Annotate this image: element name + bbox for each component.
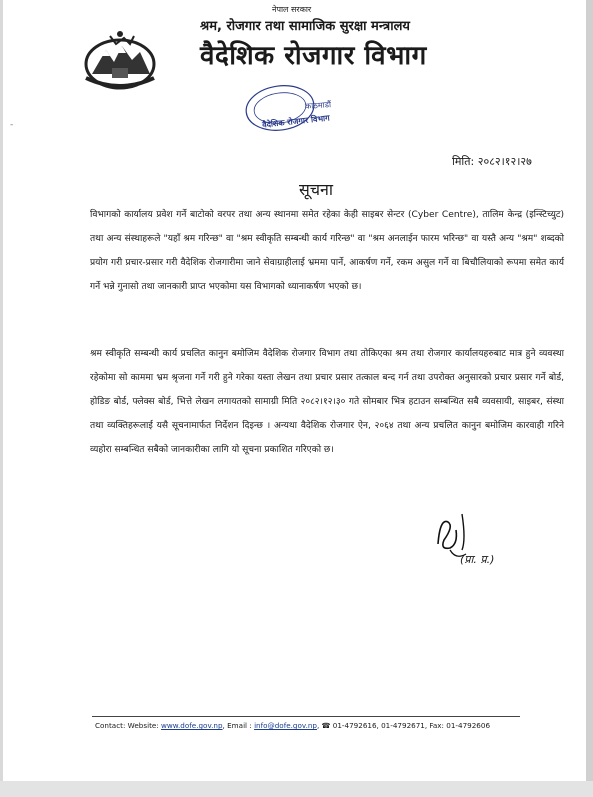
margin-mark: - xyxy=(10,120,14,130)
footer-phone: , ☎ 01-4792616, 01-4792671, Fax: 01-4792606 xyxy=(316,721,491,730)
ministry-name: श्रम, रोजगार तथा सामाजिक सुरक्षा मन्त्रालय xyxy=(200,19,410,34)
page-edge-left xyxy=(0,0,3,797)
page-bottom-margin xyxy=(0,781,593,797)
email-link[interactable]: info@dofe.gov.np xyxy=(254,721,317,730)
website-link[interactable]: www.dofe.gov.np xyxy=(161,721,223,730)
government-name: नेपाल सरकार xyxy=(272,5,312,14)
notice-date: मिति: २०८२।१२।२७ xyxy=(452,155,532,168)
footer-contact xyxy=(95,721,490,730)
scrollbar-track[interactable] xyxy=(586,0,593,797)
notice-paragraph-2: श्रम स्वीकृति सम्बन्धी कार्य प्रचलित कानुन बमोजिम वैदेशिक रोजगार विभाग तथा तोकिएका श्रम तथा रोजगार कार्यालयहरुबाट मात्र हुने व्यवस्था रहेकोमा सो काममा भ्रम श्रृजना गर्ने गरी हुने गरेका यस्ता लेखन तथा प्रचार प्रसार तत्काल बन्द गर्न तथा उपरोक्त अनुसारको प्रचार प्रसार गर्ने बोर्ड, होडिङ बोर्ड, फ्लेक्स बोर्ड, भित्ते लेखन लगायतको सामाग्री मिति २०८२।१२।३० गते सोमबार भित्र हटाउन सम्बन्धित सबै व्यवसायी, साइबर, संस्था तथा व्यक्तिहरूलाई यसै सूचनामार्फत निर्देशन दिइन्छ । अन्यथा वैदेशिक रोजगार ऐन, २०६४ तथा अन्य प्रचलित कानुन बमोजिम कारवाही गरिने व्यहोरा सम्बन्धित सबैको जानकारीका लागि यो सूचना प्रकाशित गरिएको छ। xyxy=(90,349,564,455)
signature-icon xyxy=(432,500,552,580)
stamp-line-2: काठमाडौं xyxy=(304,100,332,111)
department-name: वैदेशिक रोजगार विभाग xyxy=(200,41,427,71)
footer-divider xyxy=(92,716,520,717)
stamp-line-1: वैदेशिक रोजगार विभाग xyxy=(261,113,331,130)
signature-label: (प्रा. प्र.) xyxy=(460,553,495,566)
footer-contact-label: Contact: Website: xyxy=(95,721,162,730)
notice-title: सूचना xyxy=(299,180,334,199)
notice-paragraph-1: विभागको कार्यालय प्रवेश गर्ने बाटोको वरपर तथा अन्य स्थानमा समेत रहेका केही साइबर सेन्टर (Cyber Centre), तालिम केन्द्र (इन्स्टिच्युट) तथा अन्य संस्थाहरूले "यहाँ श्रम गरिन्छ" वा "श्रम स्वीकृति सम्बन्धी कार्य गरिन्छ" वा "श्रम अनलाईन फारम भरिन्छ" वा यस्तै अन्य "श्रम" शब्दको प्रयोग गरी प्रचार-प्रसार गरी वैदेशिक रोजगारीमा जाने सेवाग्राहीलाई भ्रममा पार्ने, आकर्षण गर्ने, रकम असुल गर्ने वा बिचौलियाको रूपमा समेत कार्य गर्ने भन्ने गुनासो तथा जानकारी प्राप्त भएकोमा यस विभागको ध्यानाकर्षण भएको छ। xyxy=(90,210,564,292)
nepal-emblem-icon xyxy=(82,28,158,92)
footer-email-label: , Email : xyxy=(222,721,255,730)
